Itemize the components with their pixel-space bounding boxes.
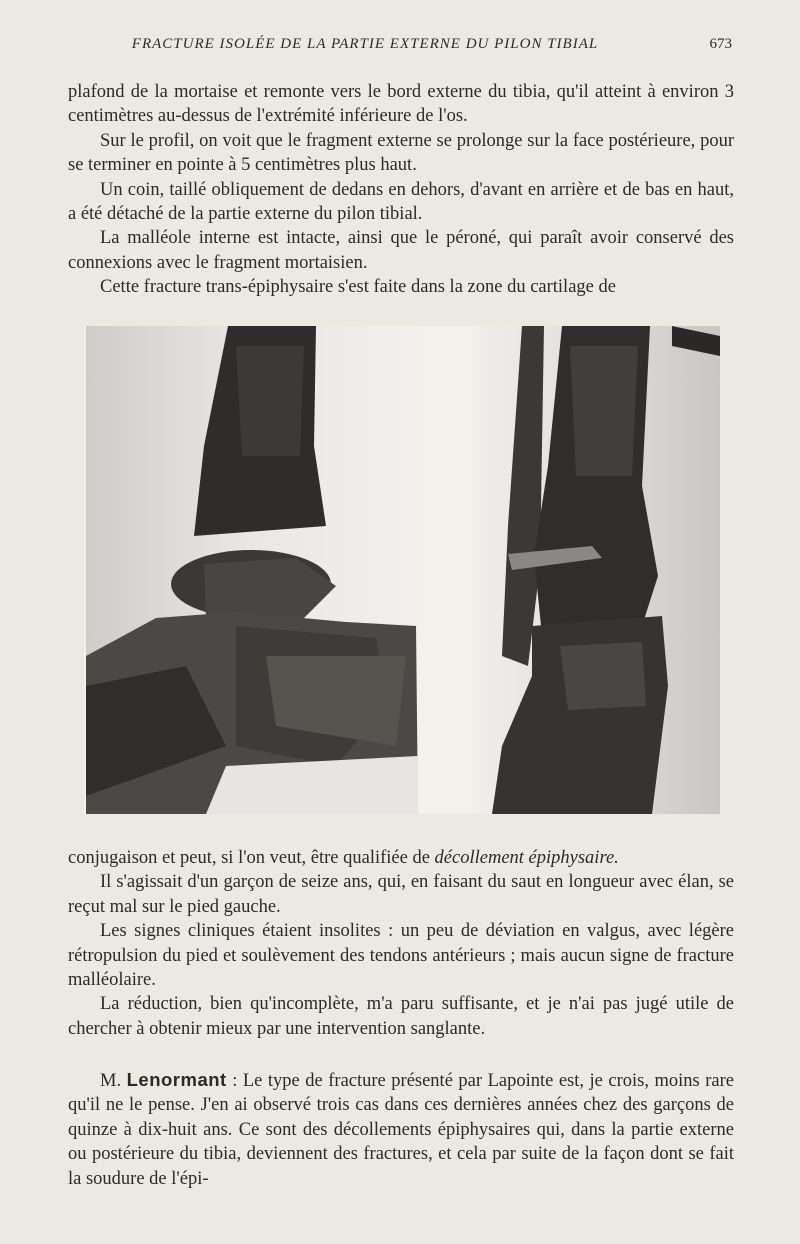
paragraph: La malléole interne est intacte, ainsi que le péroné, qui paraît avoir conservé des connexions avec le fragment mortaisien. xyxy=(68,228,734,273)
xray-frontal-view xyxy=(472,326,720,814)
paragraph: Cette fracture trans-épiphysaire s'est faite dans la zone du cartilage de xyxy=(100,277,616,298)
discussion-block xyxy=(68,1068,734,1191)
text-block-bottom xyxy=(68,846,734,1041)
running-title: FRACTURE ISOLÉE DE LA PARTIE EXTERNE DU PILON TIBIAL xyxy=(131,36,599,52)
paragraph: La réduction, bien qu'incomplète, m'a paru suffisante, et je n'ai pas jugé utile de chercher à obtenir mieux par une intervention sanglante. xyxy=(68,994,734,1039)
continuation-text: conjugaison et peut, si l'on veut, être qualifiée de xyxy=(68,848,435,868)
paragraph: Les signes cliniques étaient insolites : un peu de déviation en valgus, avec légère rétropulsion du pied et soulèvement des tendons antérieurs ; mais aucun signe de fracture malléolaire. xyxy=(68,921,734,991)
paragraph: Sur le profil, on voit que le fragment externe se prolonge sur la face postérieure, pour se terminer en pointe à 5 centimètres plus haut. xyxy=(68,130,734,176)
paragraph: Il s'agissait d'un garçon de seize ans, qui, en faisant du saut en longueur avec élan, se reçut mal sur le pied gauche. xyxy=(68,872,734,917)
paragraph: Un coin, taillé obliquement de dedans en dehors, d'avant en arrière et de bas en haut, a été détaché de la partie externe du pilon tibial. xyxy=(68,179,734,225)
discussion-title: M. xyxy=(100,1071,122,1091)
discussion-paragraph xyxy=(68,1068,734,1191)
xray-figure xyxy=(84,326,720,814)
speaker-name: Lenormant xyxy=(126,1069,227,1090)
emphasis-term: décollement épiphysaire. xyxy=(434,848,619,868)
page-number: 673 xyxy=(709,36,732,52)
discussion-text: : Le type de fracture présenté par Lapointe est, je crois, moins rare qu'il ne le pense. J'en ai observé trois cas dans ces dernières années chez des garçons de quinze à dix-huit ans. Ce sont des décollements épiphysaires qui, dans la partie externe ou postérieure du tibia, deviennent des fractures, et cela par suite de la façon dont se fait la soudure de l'épi- xyxy=(68,1071,734,1189)
paragraph: plafond de la mortaise et remonte vers le bord externe du tibia, qu'il atteint à environ 3 centimètres au-dessus de l'extrémité inférieure de l'os. xyxy=(68,82,734,127)
text-block-top xyxy=(68,80,734,300)
running-header xyxy=(68,36,732,58)
paragraph-continuation xyxy=(68,846,734,870)
xray-lateral-view xyxy=(86,326,418,814)
